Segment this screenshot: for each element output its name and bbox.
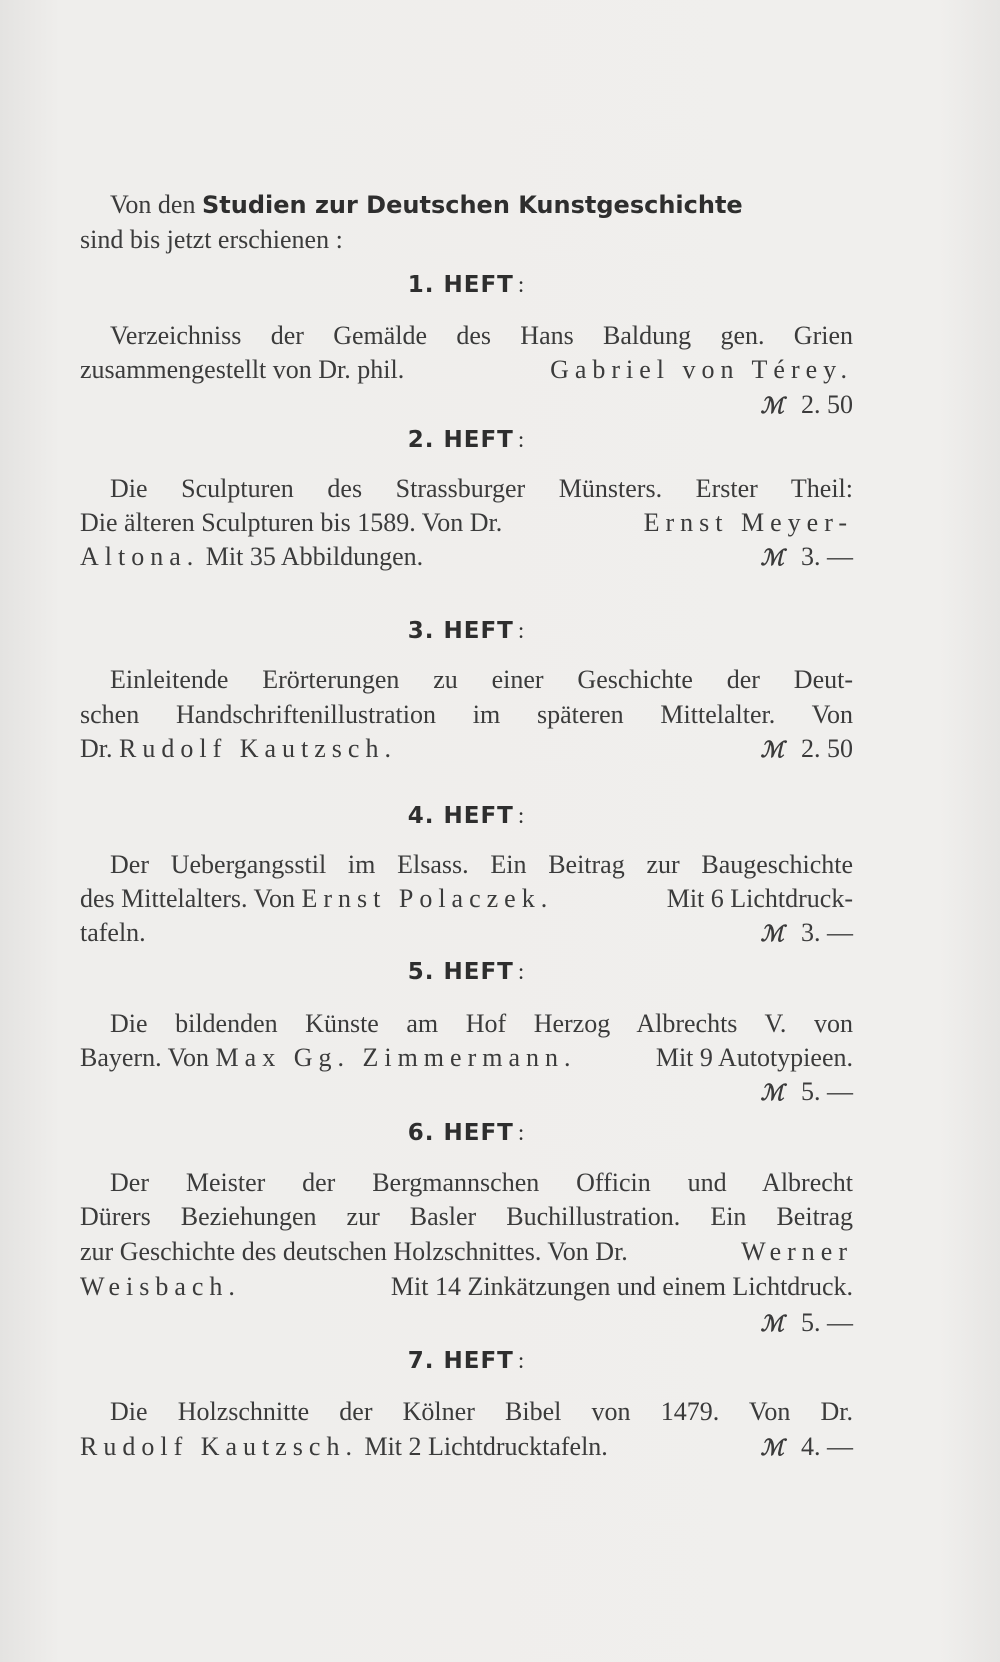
heft-2-line-2: Die älteren Sculpturen bis 1589. Von Dr. Ernst Meyer-	[80, 505, 853, 541]
mark-icon: ℳ	[760, 737, 783, 762]
series-title: Studien zur Deutschen Kunstgeschichte	[201, 191, 743, 219]
heft-4-line-1: Der Uebergangsstil im Elsass. Ein Beitrag zur Baugeschichte	[110, 850, 853, 879]
heft-2-price: ℳ 3. —	[760, 542, 853, 571]
mark-icon: ℳ	[760, 921, 783, 946]
heft-6-line-4: Weisbach. Mit 14 Zinkätzungen und einem Lichtdruck.	[80, 1269, 853, 1305]
heft-heading-5: 5. HEFT :	[407, 959, 526, 985]
heft-heading-4: 4. HEFT :	[407, 803, 526, 829]
heft-heading-1: 1. HEFT :	[407, 272, 526, 298]
heft-3-line-3: Dr. Rudolf Kautzsch. ℳ 2. 50	[80, 731, 853, 767]
heft-2-line-1: Die Sculpturen des Strassburger Münsters. Erster Theil:	[110, 474, 853, 503]
heft-1-price: ℳ 2. 50	[760, 390, 853, 419]
heft-3-author: Rudolf Kautzsch.	[119, 734, 397, 763]
heft-3-line-2: schen Handschriftenillustration im späteren Mittelalter. Von	[80, 700, 853, 729]
mark-icon: ℳ	[760, 1435, 783, 1460]
heft-4-line-2: des Mittelalters. Von Ernst Polaczek. Mit 6 Lichtdruck-	[80, 884, 853, 913]
heft-4-line-3: tafeln. ℳ 3. —	[80, 915, 853, 951]
heft-5-price: ℳ 5. —	[760, 1077, 853, 1106]
heft-6-price: ℳ 5. —	[760, 1308, 853, 1337]
heft-3-price: ℳ 2. 50	[760, 734, 853, 763]
heft-1-line-1: Verzeichniss der Gemälde des Hans Baldung gen. Grien	[110, 321, 853, 350]
heft-6-line-1: Der Meister der Bergmannschen Officin und Albrecht	[110, 1168, 853, 1197]
heft-heading-6: 6. HEFT :	[407, 1120, 526, 1146]
heft-6-author-last: Weisbach.	[80, 1272, 241, 1301]
heft-heading-7: 7. HEFT :	[407, 1348, 526, 1374]
heft-4-price: ℳ 3. —	[760, 918, 853, 947]
heft-1-author: Gabriel von Térey.	[550, 355, 853, 384]
mark-icon: ℳ	[760, 545, 783, 570]
heft-5-line-2: Bayern. Von Max Gg. Zimmermann. Mit 9 Autotypieen.	[80, 1043, 853, 1072]
heft-5-author: Max Gg. Zimmermann.	[215, 1043, 577, 1072]
heft-2-line-3: Altona. Mit 35 Abbildungen. ℳ 3. —	[80, 539, 853, 575]
mark-icon: ℳ	[760, 1311, 783, 1336]
heft-7-price: ℳ 4. —	[760, 1432, 853, 1461]
heft-7-line-2: Rudolf Kautzsch. Mit 2 Lichtdrucktafeln. ℳ 4. —	[80, 1429, 853, 1465]
heft-1-text: zusammengestellt von Dr. phil.	[80, 355, 405, 384]
heft-6-author-first: Werner	[741, 1237, 853, 1266]
heft-2-author: Ernst Meyer-	[643, 508, 853, 537]
heft-3-line-1: Einleitende Erörterungen zu einer Geschichte der Deut-	[110, 665, 853, 694]
intro-line-1	[80, 187, 853, 223]
heft-7-line-1: Die Holzschnitte der Kölner Bibel von 1479. Von Dr.	[110, 1397, 853, 1426]
mark-icon: ℳ	[760, 393, 783, 418]
heft-6-line-2: Dürers Beziehungen zur Basler Buchillustration. Ein Beitrag	[80, 1202, 853, 1231]
heft-1-line-2	[80, 352, 853, 388]
heft-4-author: Ernst Polaczek.	[301, 884, 554, 913]
intro-prefix: Von den	[110, 190, 196, 219]
heft-5-line-1: Die bildenden Künste am Hof Herzog Albrechts V. von	[110, 1009, 853, 1038]
heft-heading-3: 3. HEFT :	[407, 618, 526, 644]
heft-6-line-3: zur Geschichte des deutschen Holzschnittes. Von Dr. Werner	[80, 1234, 853, 1270]
intro-line-2: sind bis jetzt erschienen :	[80, 225, 343, 254]
heft-heading-2: 2. HEFT :	[407, 427, 526, 453]
heft-7-author: Rudolf Kautzsch.	[80, 1432, 358, 1461]
mark-icon: ℳ	[760, 1080, 783, 1105]
